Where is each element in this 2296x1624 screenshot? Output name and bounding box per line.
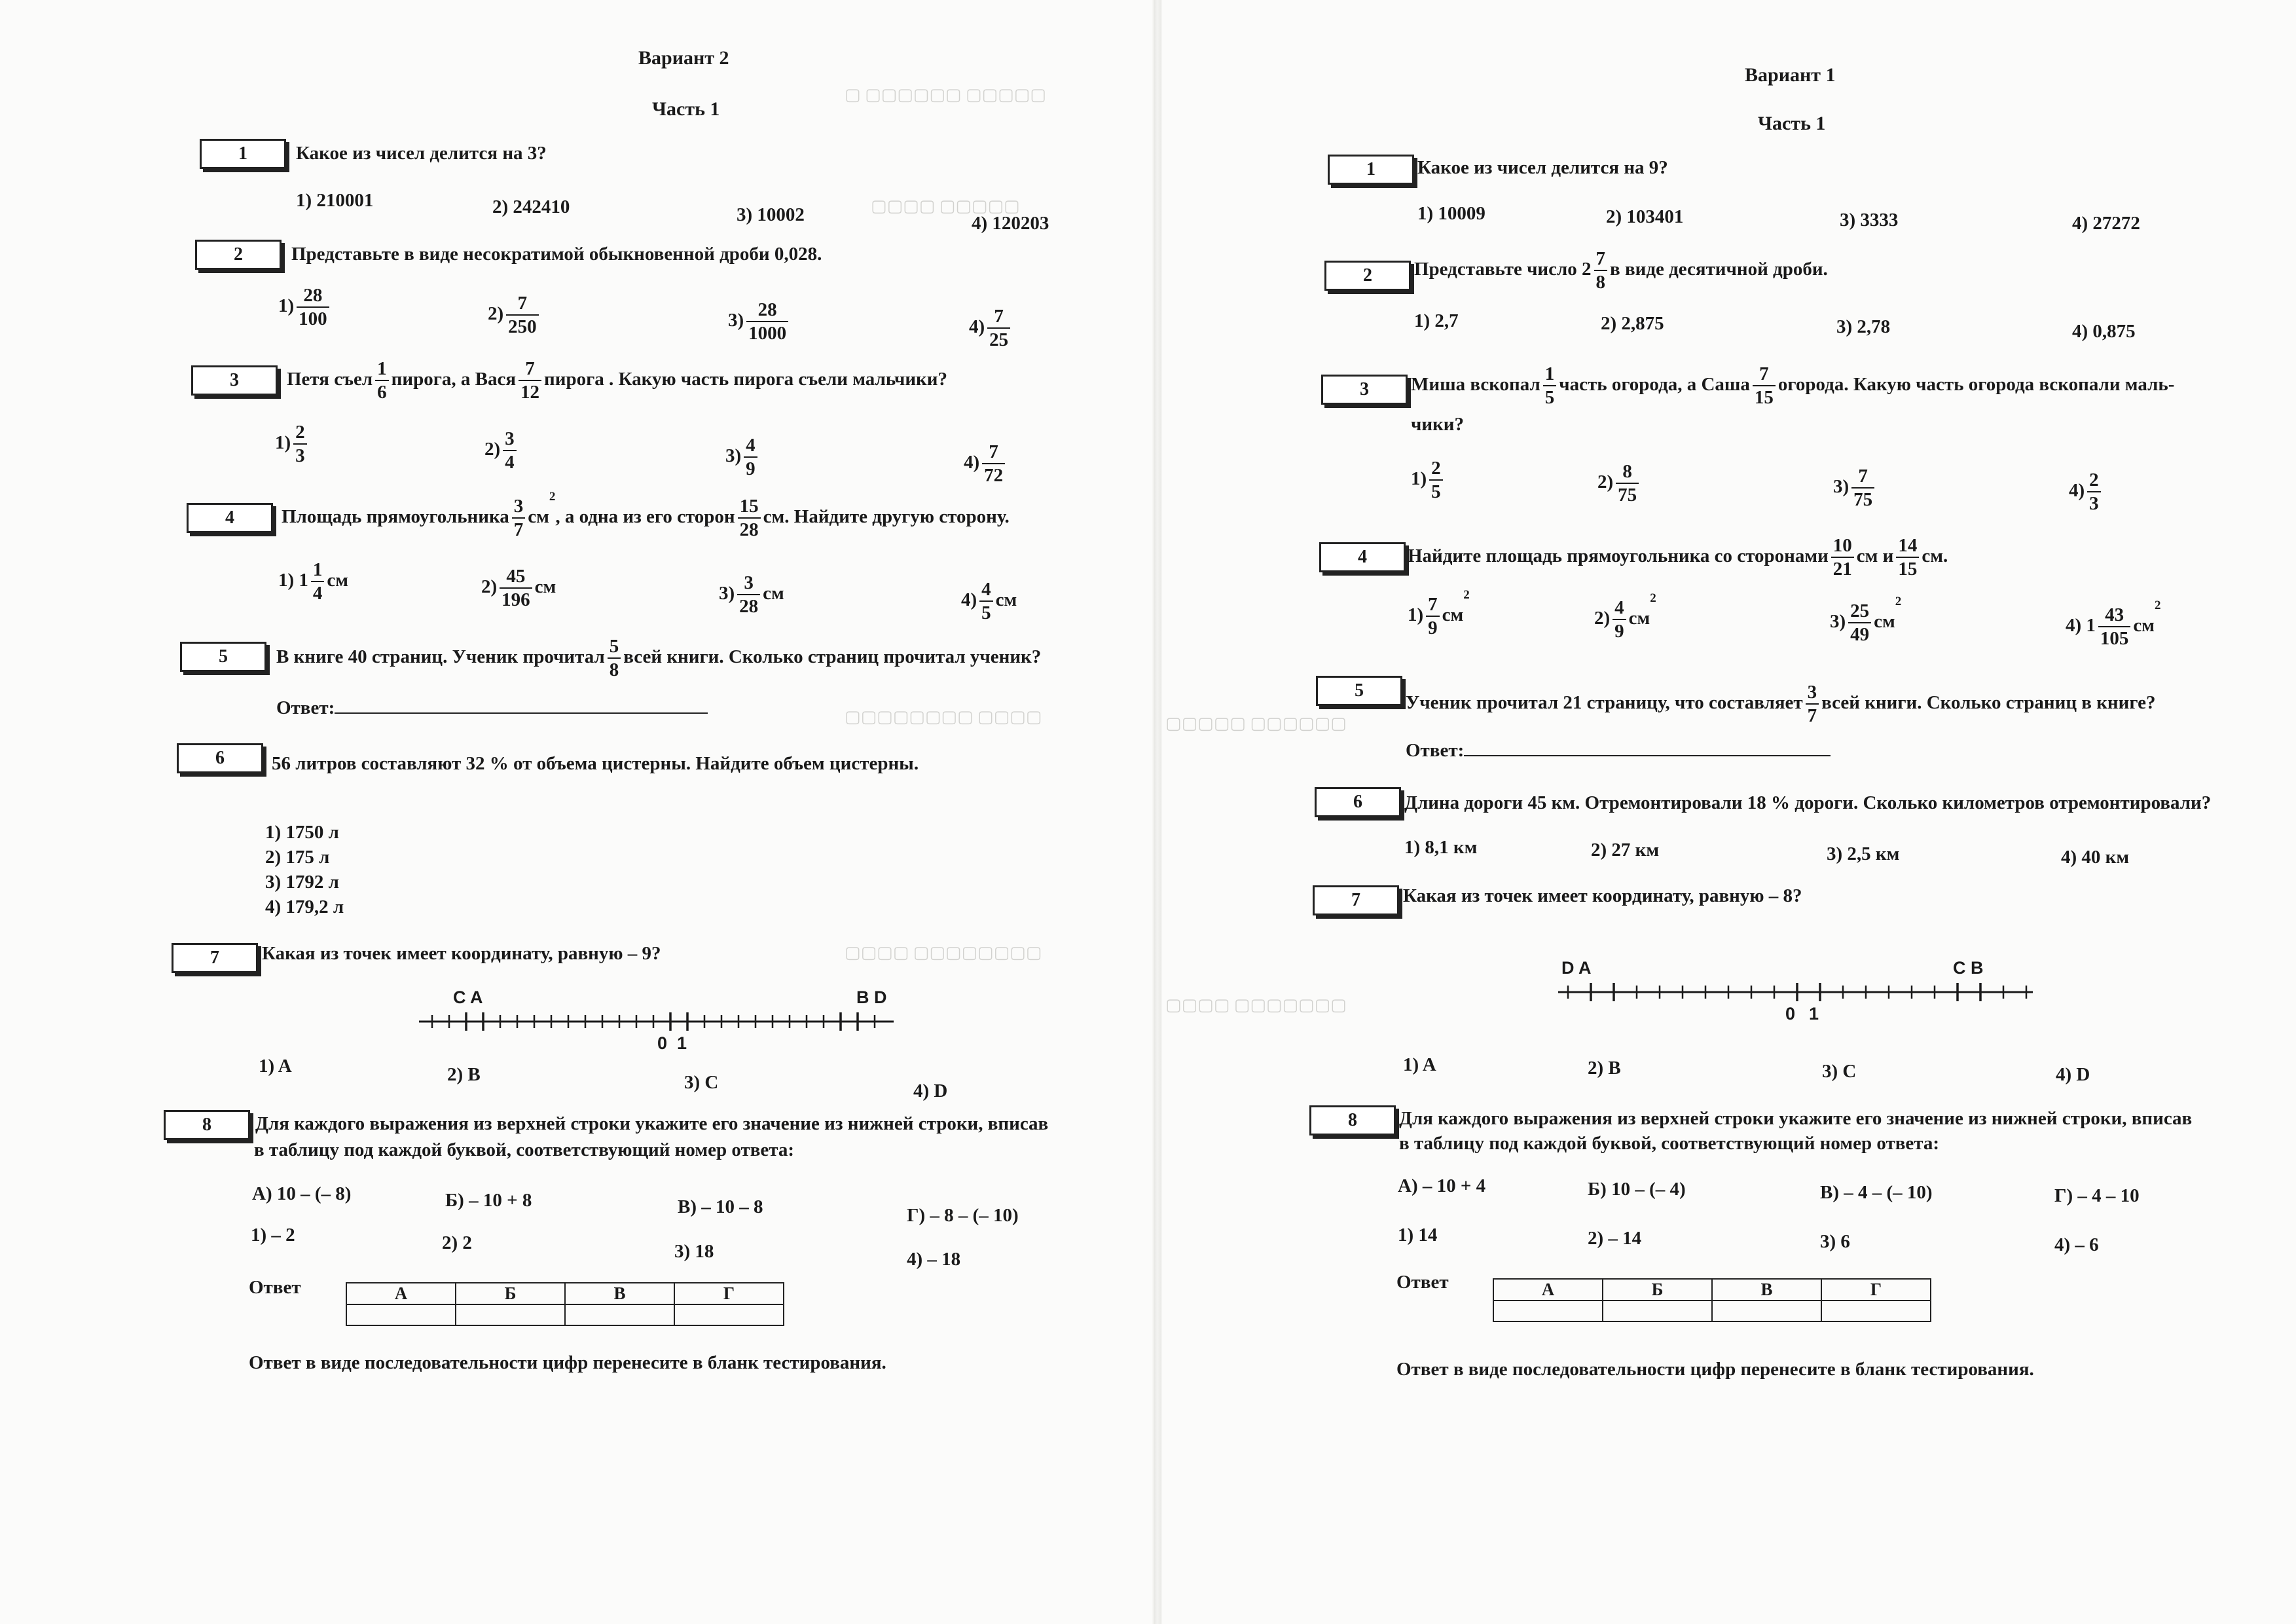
answer-table bbox=[1493, 1278, 1931, 1322]
option: 1) $\frac{2}{5}$ bbox=[1411, 458, 1446, 502]
option: 2) $\frac{8}{75}$ bbox=[1597, 462, 1641, 506]
option: 4) 179,2 л bbox=[265, 896, 344, 917]
answer-col-header: В bbox=[565, 1283, 674, 1304]
option: 3) 1792 л bbox=[265, 872, 339, 893]
option: 2) $\frac{3}{4}$ bbox=[484, 429, 519, 473]
question-number-box: 2 bbox=[1324, 261, 1411, 291]
expression: А) 10 – (– 8) bbox=[252, 1183, 352, 1204]
option: 1) 210001 bbox=[296, 190, 374, 211]
option: 2) B bbox=[1588, 1058, 1621, 1079]
question-number-box: 6 bbox=[177, 743, 263, 773]
answer-cell[interactable] bbox=[1712, 1301, 1821, 1321]
bleed-through: ▢▢▢▢ ▢▢▢▢▢▢▢ bbox=[1165, 995, 1347, 1014]
question-text: Миша вскопал $\frac{1}{5}$ часть огорода, а Саша $\frac{7}{15}$ огорода. Какую часть огорода вскопали маль- bbox=[1411, 363, 2175, 409]
option: 1) 2,7 bbox=[1414, 310, 1459, 331]
question-number-box: 1 bbox=[1328, 155, 1414, 185]
option: 4) 0,875 bbox=[2072, 321, 2136, 342]
answer-cell[interactable] bbox=[1603, 1301, 1712, 1321]
question-number-box: 7 bbox=[1313, 885, 1399, 915]
bleed-through: ▢▢▢▢▢ ▢▢▢▢▢▢ bbox=[1165, 714, 1347, 733]
answer-label: Ответ bbox=[249, 1277, 301, 1298]
zero-label: 0 bbox=[1785, 1004, 1796, 1024]
one-label: 1 bbox=[677, 1033, 687, 1053]
option: 4) D bbox=[2056, 1064, 2090, 1085]
option: 1) $\frac{7}{9}$ $см^2$ bbox=[1408, 588, 1470, 639]
option: 3) 10002 bbox=[737, 204, 805, 225]
point-labels-cb: C B bbox=[1953, 958, 1984, 978]
answer-cell[interactable] bbox=[674, 1304, 784, 1325]
question-text: Какая из точек имеет координату, равную – 8? bbox=[1403, 885, 1802, 906]
question-number-box: 4 bbox=[187, 503, 273, 533]
question-number-box: 1 bbox=[200, 139, 286, 169]
expression: В) – 10 – 8 bbox=[678, 1196, 763, 1217]
one-label: 1 bbox=[1809, 1004, 1819, 1024]
page-fold bbox=[1154, 0, 1161, 1624]
expression: А) – 10 + 4 bbox=[1398, 1175, 1486, 1196]
option: 2) 27 км bbox=[1591, 840, 1660, 860]
variant-title: Вариант 2 bbox=[638, 47, 729, 69]
answer-cell[interactable] bbox=[1493, 1301, 1603, 1321]
question-number-box: 8 bbox=[164, 1110, 250, 1140]
option: 3) $\frac{3}{28}$ см bbox=[719, 572, 784, 618]
bleed-through: ▢▢▢▢ ▢▢▢▢▢▢▢▢ bbox=[845, 943, 1042, 962]
option: 2) 2,875 bbox=[1601, 313, 1664, 334]
value-option: 2) 2 bbox=[442, 1232, 472, 1253]
question-number-box: 3 bbox=[1321, 375, 1408, 405]
point-labels-bd: B D bbox=[856, 987, 887, 1007]
option: 4) 120203 bbox=[972, 213, 1049, 234]
question-text: Длина дороги 45 км. Отремонтировали 18 % дороги. Сколько километров отремонтировали? bbox=[1404, 792, 2212, 813]
question-number-box: 5 bbox=[180, 642, 266, 672]
question-text: 56 литров составляют 32 % от объема цистерны. Найдите объем цистерны. bbox=[272, 753, 919, 774]
option: 3) $\frac{7}{75}$ bbox=[1833, 466, 1877, 510]
answer-col-header: А bbox=[1493, 1279, 1603, 1301]
answer-col-header: Б bbox=[456, 1283, 565, 1304]
expression: Г) – 8 – (– 10) bbox=[907, 1205, 1019, 1226]
question-number-box: 8 bbox=[1309, 1105, 1396, 1135]
zero-label: 0 bbox=[657, 1033, 668, 1053]
question-text: Какая из точек имеет координату, равную – 9? bbox=[262, 943, 661, 964]
option: 1) A bbox=[1403, 1054, 1436, 1075]
option: 1) 10009 bbox=[1417, 203, 1485, 224]
option: 3) 3333 bbox=[1840, 210, 1899, 231]
option: 4) 1 $\frac{43}{105}$ $см^2$ bbox=[2066, 599, 2161, 650]
option: 2) $\frac{7}{250}$ bbox=[488, 293, 541, 337]
option: 4) $\frac{2}{3}$ bbox=[2069, 470, 2104, 514]
answer-line[interactable]: Ответ: bbox=[1406, 740, 1831, 762]
question-text: Для каждого выражения из верхней строки укажите его значение из нижней строки, вписав bbox=[1399, 1108, 2193, 1129]
option: 1) 1750 л bbox=[265, 822, 339, 843]
option: 4) 27272 bbox=[2072, 213, 2140, 234]
value-option: 4) – 18 bbox=[907, 1249, 961, 1270]
number-line bbox=[1548, 953, 2046, 1038]
bleed-through: ▢▢▢▢▢▢▢▢ ▢▢▢▢ bbox=[845, 707, 1042, 726]
question-text: Какое из чисел делится на 9? bbox=[1417, 157, 1668, 178]
answer-table bbox=[346, 1282, 784, 1326]
option: 4) 40 км bbox=[2061, 847, 2130, 868]
answer-col-header: В bbox=[1712, 1279, 1821, 1301]
option: 1) 8,1 км bbox=[1404, 837, 1478, 858]
variant-title: Вариант 1 bbox=[1745, 64, 1836, 86]
option: 3) $\frac{28}{1000}$ bbox=[728, 300, 791, 344]
question-text: Петя съел $\frac{1}{6}$ пирога, а Вася $\frac{7}{12}$ пирога . Какую часть пирога съели мальчики? bbox=[287, 358, 947, 403]
question-text: чики? bbox=[1411, 414, 1464, 435]
point-labels-da: D A bbox=[1561, 958, 1592, 978]
option: 4) $\frac{7}{25}$ bbox=[969, 306, 1013, 350]
expression: В) – 4 – (– 10) bbox=[1820, 1182, 1933, 1203]
value-option: 3) 18 bbox=[674, 1241, 714, 1262]
question-text: Площадь прямоугольника $\frac{3}{7}$ $см^2$, а одна из его сторон $\frac{15}{28}$ см. Найдите другую сторону. bbox=[282, 490, 1010, 541]
expression: Г) – 4 – 10 bbox=[2054, 1185, 2140, 1206]
value-option: 3) 6 bbox=[1820, 1231, 1850, 1252]
question-number-box: 6 bbox=[1315, 787, 1401, 817]
option: 2) B bbox=[447, 1064, 481, 1085]
number-line-ticks bbox=[1568, 983, 2026, 1001]
option: 2) 175 л bbox=[265, 847, 330, 868]
number-line bbox=[406, 982, 903, 1067]
question-number-box: 7 bbox=[172, 943, 258, 973]
answer-col-header: Б bbox=[1603, 1279, 1712, 1301]
question-text: Для каждого выражения из верхней строки укажите его значение из нижней строки, вписав bbox=[255, 1113, 1049, 1134]
question-text: в таблицу под каждой буквой, соответствующий номер ответа: bbox=[254, 1139, 794, 1160]
question-text: Какое из чисел делится на 3? bbox=[296, 143, 547, 164]
option: 3) $\frac{4}{9}$ bbox=[725, 435, 760, 479]
right-page bbox=[1162, 0, 2296, 1624]
option: 3) $\frac{25}{49}$ $см^2$ bbox=[1830, 595, 1902, 646]
option: 3) C bbox=[684, 1072, 719, 1093]
option: 3) 2,78 bbox=[1836, 316, 1891, 337]
option: 1) $\frac{28}{100}$ bbox=[278, 286, 332, 329]
answer-label: Ответ bbox=[1396, 1272, 1449, 1293]
footer-instruction: Ответ в виде последовательности цифр перенесите в бланк тестирования. bbox=[1396, 1359, 2034, 1380]
value-option: 4) – 6 bbox=[2054, 1234, 2099, 1255]
answer-col-header: А bbox=[346, 1283, 456, 1304]
answer-cell[interactable] bbox=[1821, 1301, 1931, 1321]
question-number-box: 2 bbox=[195, 240, 282, 270]
expression: Б) 10 – (– 4) bbox=[1588, 1179, 1686, 1200]
value-option: 2) – 14 bbox=[1588, 1228, 1642, 1249]
question-text: Представьте число 2 $\frac{7}{8}$ в виде десятичной дроби. bbox=[1414, 248, 1828, 293]
answer-cell[interactable] bbox=[346, 1304, 456, 1325]
option: 3) C bbox=[1822, 1061, 1857, 1082]
expression: Б) – 10 + 8 bbox=[445, 1190, 532, 1211]
question-text: в таблицу под каждой буквой, соответствующий номер ответа: bbox=[1399, 1133, 1939, 1154]
option: 4) $\frac{4}{5}$ см bbox=[961, 579, 1017, 624]
bleed-through: ▢ ▢▢▢▢▢▢ ▢▢▢▢▢ bbox=[845, 85, 1046, 104]
part-title: Часть 1 bbox=[1758, 113, 1826, 134]
value-option: 1) 14 bbox=[1398, 1225, 1438, 1246]
footer-instruction: Ответ в виде последовательности цифр перенесите в бланк тестирования. bbox=[249, 1352, 886, 1373]
question-text: Представьте в виде несократимой обыкновенной дроби 0,028. bbox=[291, 244, 822, 265]
option: 4) D bbox=[913, 1080, 948, 1101]
option: 1) $\frac{2}{3}$ bbox=[275, 422, 310, 466]
option: 1) 1 $\frac{1}{4}$ см bbox=[278, 559, 349, 604]
question-text: Найдите площадь прямоугольника со сторонами $\frac{10}{21}$ см и $\frac{14}{15}$ см. bbox=[1408, 535, 1948, 580]
part-title: Часть 1 bbox=[652, 98, 720, 120]
question-text: Ученик прочитал 21 страницу, что составляет $\frac{3}{7}$ всей книги. Сколько страниц в книге? bbox=[1406, 682, 2156, 727]
option: 3) 2,5 км bbox=[1827, 843, 1900, 864]
option: 1) A bbox=[259, 1056, 292, 1077]
answer-col-header: Г bbox=[674, 1283, 784, 1304]
question-number-box: 5 bbox=[1316, 676, 1402, 706]
answer-col-header: Г bbox=[1821, 1279, 1931, 1301]
question-number-box: 3 bbox=[191, 365, 278, 396]
answer-cell[interactable] bbox=[565, 1304, 674, 1325]
option: 2) $\frac{4}{9}$ $см^2$ bbox=[1594, 591, 1656, 642]
question-number-box: 4 bbox=[1319, 542, 1406, 572]
option: 2) 103401 bbox=[1606, 206, 1684, 227]
answer-cell[interactable] bbox=[456, 1304, 565, 1325]
value-option: 1) – 2 bbox=[251, 1225, 295, 1246]
option: 4) $\frac{7}{72}$ bbox=[964, 442, 1008, 486]
answer-line[interactable]: Ответ: bbox=[276, 697, 708, 719]
bleed-through: ▢▢▢▢ ▢▢▢▢▢ bbox=[871, 196, 1020, 215]
option: 2) 242410 bbox=[492, 196, 570, 217]
question-text: В книге 40 страниц. Ученик прочитал $\frac{5}{8}$ всей книги. Сколько страниц прочитал ученик? bbox=[276, 636, 1042, 681]
point-labels-ca: C A bbox=[453, 987, 483, 1007]
option: 2) $\frac{45}{196}$ см bbox=[481, 566, 556, 611]
